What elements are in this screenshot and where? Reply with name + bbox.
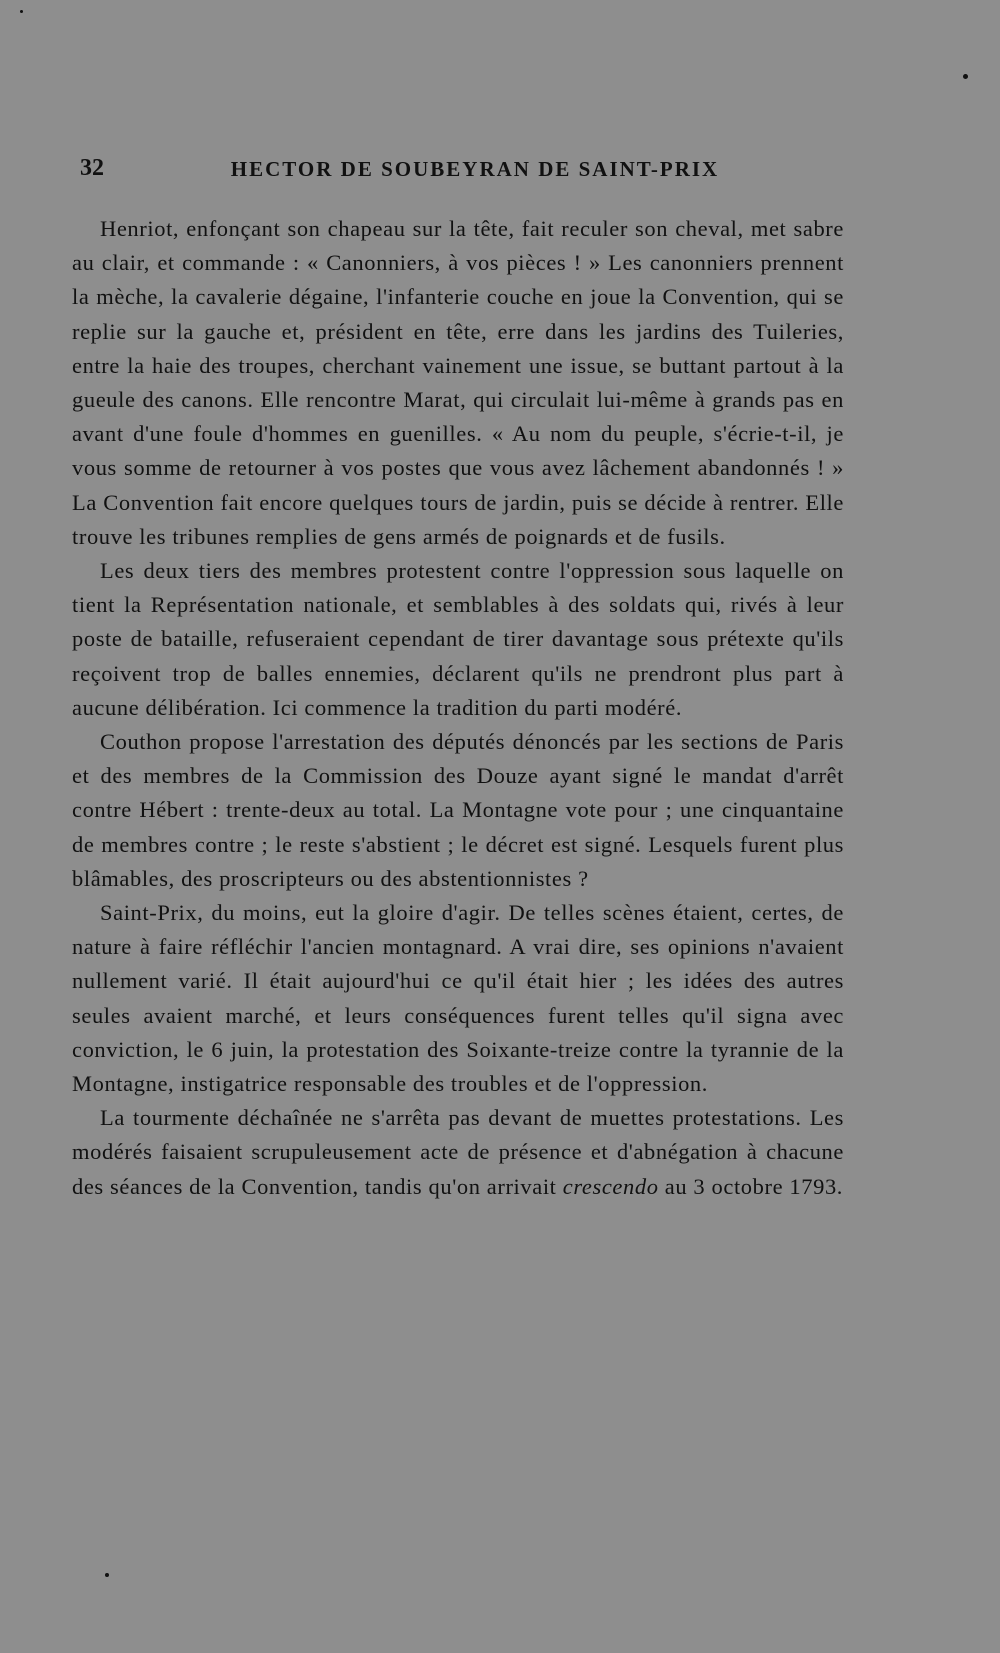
paragraph-5-italic-word: crescendo: [562, 1173, 659, 1199]
ink-speck-bottom-left: [105, 1573, 109, 1577]
paragraph-5-text-before: La tourmente déchaînée ne s'arrêta pas devant de muettes protestations. Les modérés faisaient scrupuleusement acte de présence et d'abnégation à chacune des séances de la Convention, tandis qu'on arrivait: [72, 1105, 844, 1199]
ink-speck-top-right: [963, 74, 968, 79]
page-number: 32: [80, 155, 104, 181]
paragraph-2: Les deux tiers des membres protestent contre l'oppression sous laquelle on tient la Représentation nationale, et semblables à des soldats qui, rivés à leur poste de bataille, refuseraient cependant de tirer davantage sous prétexte qu'ils reçoivent trop de balles ennemies, déclarent qu'ils ne prendront plus part à aucune délibération. Ici commence la tradition du parti modéré.: [72, 558, 844, 720]
paragraph-5-text-after: au 3 octobre 1793.: [658, 1173, 844, 1199]
paragraph-3: Couthon propose l'arrestation des députés dénoncés par les sections de Paris et des membres de la Commission des Douze ayant signé le mandat d'arrêt contre Hébert : trente-deux au total. La Montagne vote pour ; une cinquantaine de membres contre ; le reste s'abstient ; le décret est signé. Lesquels furent plus blâmables, des proscripteurs ou des abstentionnistes ?: [72, 729, 844, 891]
page-header: [80, 155, 870, 185]
ink-speck-top-left: [20, 10, 23, 13]
paragraph-5: [72, 1101, 844, 1204]
paragraph-1: Henriot, enfonçant son chapeau sur la tête, fait reculer son cheval, met sabre au clair, et commande : « Canonniers, à vos pièces ! » Les canonniers prennent la mèche, la cavalerie dégaine, l'infanterie couche en joue la Convention, qui se replie sur la gauche et, président en tête, erre dans les jardins des Tuileries, entre la haie des troupes, cherchant vainement une issue, se buttant partout à la gueule des canons. Elle rencontre Marat, qui circulait lui-même à grands pas en avant d'une foule d'hommes en guenilles. « Au nom du peuple, s'écrie-t-il, je vous somme de retourner à vos postes que vous avez lâchement abandonnés ! » La Convention fait encore quelques tours de jardin, puis se décide à rentrer. Elle trouve les tribunes remplies de gens armés de poignards et de fusils.: [72, 216, 844, 549]
paragraph-4: Saint-Prix, du moins, eut la gloire d'agir. De telles scènes étaient, certes, de nature à faire réfléchir l'ancien montagnard. A vrai dire, ses opinions n'avaient nullement varié. Il était aujourd'hui ce qu'il était hier ; les idées des autres seules avaient marché, et leurs conséquences furent telles qu'il signa avec conviction, le 6 juin, la protestation des Soixante-treize contre la tyrannie de la Montagne, instigatrice responsable des troubles et de l'oppression.: [72, 900, 844, 1097]
running-head: HECTOR DE SOUBEYRAN DE SAINT-PRIX: [230, 157, 720, 181]
body-text: [72, 212, 844, 1204]
